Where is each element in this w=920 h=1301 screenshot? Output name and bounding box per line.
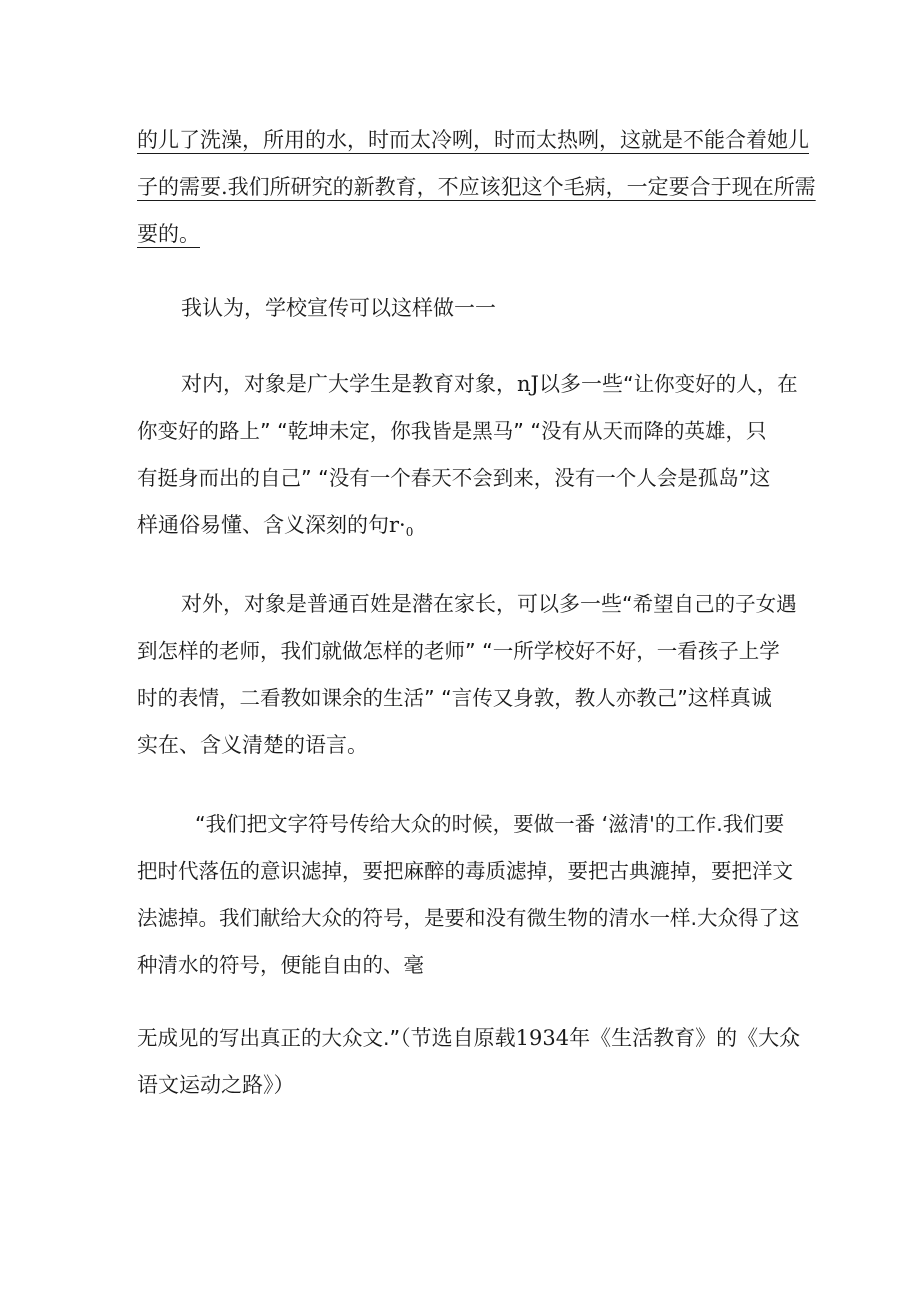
text-run: 对外，对象是普通百姓是潜在家长，可以多一些 [181, 592, 622, 616]
text-line [137, 675, 787, 722]
text-line [137, 502, 787, 556]
quote-run: 时的表情，二看教如课余的生活” “言传又身敦，教人亦教己” [137, 686, 688, 710]
text-line: 实在、含义清楚的语言。 [137, 733, 368, 757]
external-paragraph [137, 581, 797, 769]
text-run: 对内，对象是广大学生是教育对象，nJ以多一些 [181, 372, 623, 396]
text-line: 子的需要.我们所研究的新教育，不应该犯这个毛病，一定要合于现在所需 [137, 175, 816, 199]
subscript-run: 0 [405, 525, 414, 539]
text-line: 种清水的符号，便能自由的、毫 [137, 953, 424, 977]
text-line [137, 1015, 801, 1062]
underlined-paragraph [137, 117, 816, 258]
quote-run: 无成见的写出真正的大众文.” [137, 1026, 401, 1050]
text-line: 到怎样的老师，我们就做怎样的老师” “一所学校好不好，一看孩子上学 [137, 639, 780, 663]
text-line: 要的。 [137, 222, 200, 246]
quote-run: “希望自己的子女遇 [622, 592, 797, 616]
text-line: 语文运动之路》） [137, 1073, 295, 1097]
citation-run: （节选自原载1934年《生活教育》的《大众 [400, 1026, 801, 1050]
quote-paragraph [137, 801, 800, 989]
text-line: “我们把文字符号传给大众的时候，要做一番 ‘滋清'的工作.我们要 [195, 812, 785, 836]
text-line: 你变好的路上” “乾坤未定，你我皆是黑马” “没有从天而降的英雄，只 [137, 419, 767, 443]
intro-line [181, 285, 831, 332]
text-run: 这样真诚 [687, 686, 772, 710]
text-line [137, 581, 797, 628]
text-line: 法滤掉。我们献给大众的符号，是要和没有微生物的清水一样.大众得了这 [137, 906, 800, 930]
text-line: 把时代落伍的意识滤掉，要把麻醉的毒质滤掉，要把古典漉掉，要把洋文 [137, 859, 793, 883]
text-line [137, 455, 787, 502]
quote-run: 有挺身而出的自己” “没有一个春天不会到来，没有一个人会是孤岛” [137, 466, 750, 490]
source-paragraph [137, 1015, 801, 1109]
text-line: 的儿了洗澡，所用的水，时而太冷咧，时而太热咧，这就是不能合着她儿 [137, 128, 809, 152]
text-run: 样通俗易懂、含义深刻的句r· [137, 513, 406, 537]
text-line [137, 361, 798, 408]
internal-paragraph [137, 361, 798, 556]
text-line: 我认为，学校宣传可以这样做一一 [181, 296, 496, 320]
text-run: 这 [749, 466, 771, 490]
quote-run: “让你变好的人，在 [622, 372, 798, 396]
